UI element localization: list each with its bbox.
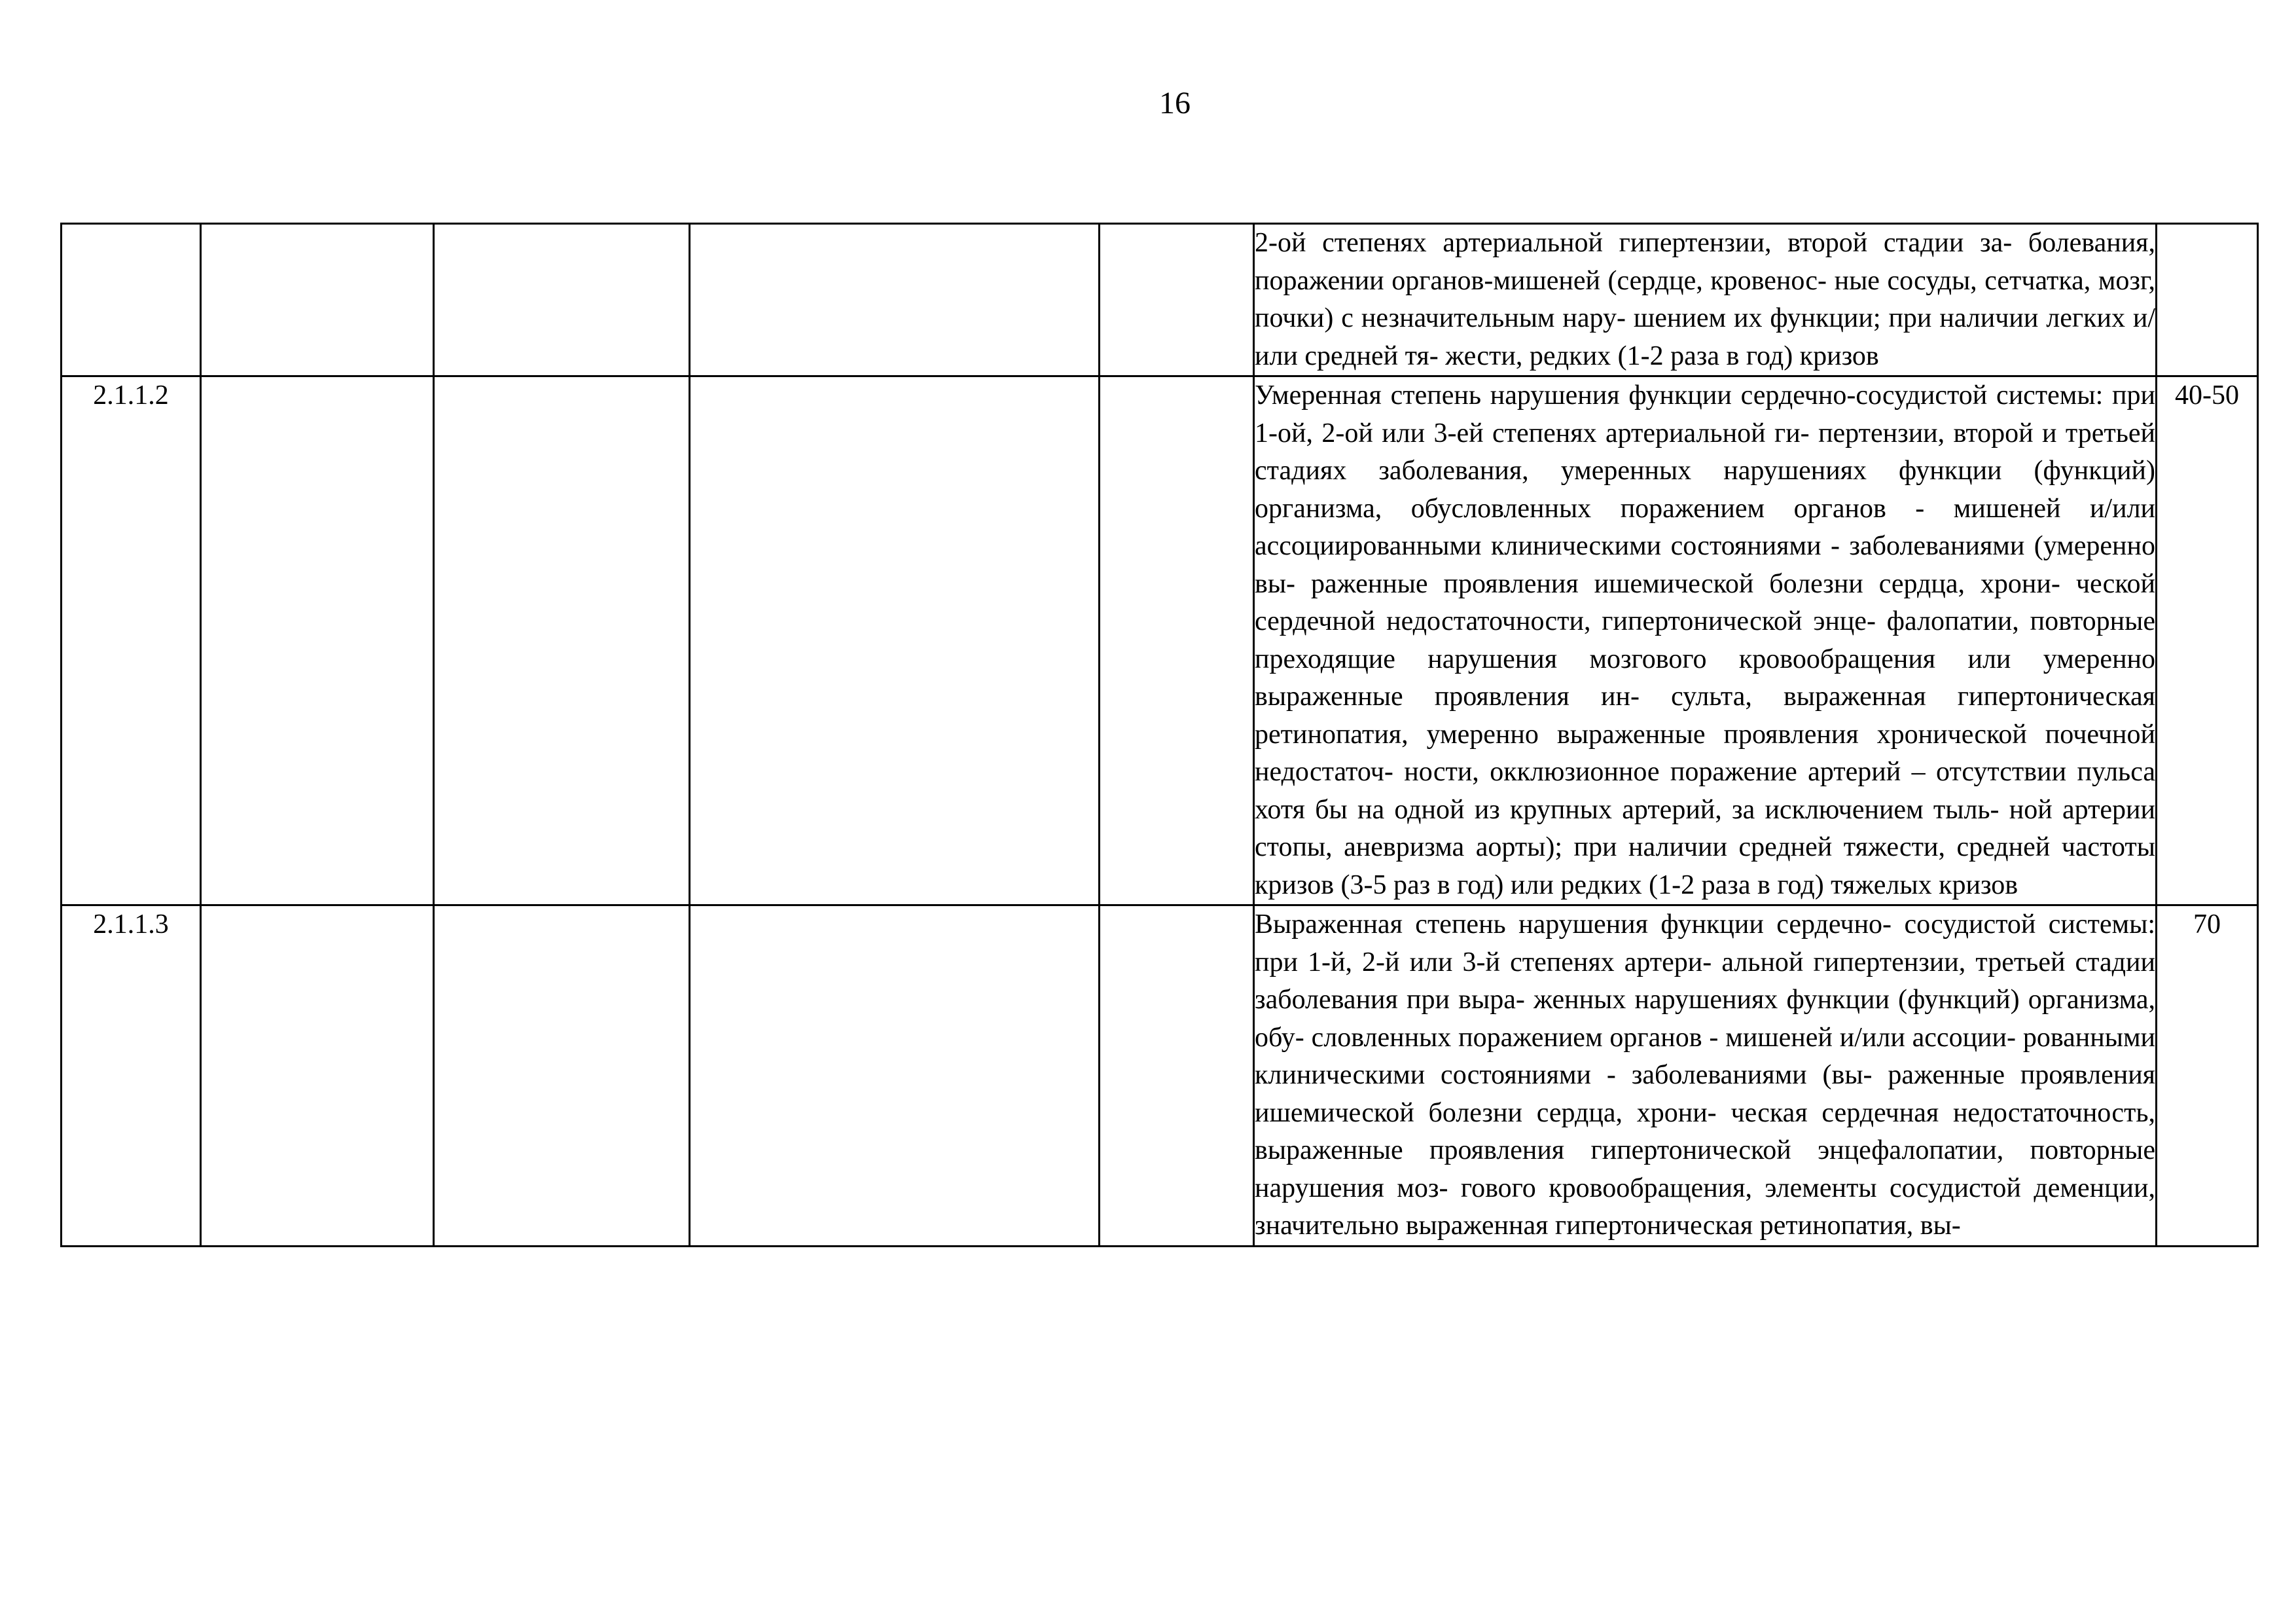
- description-line: Выраженная степень нарушения функции сердечно-: [1255, 909, 1892, 939]
- row-value-cell: 70: [2157, 905, 2258, 1247]
- description-line: (1-2 раза в год) тяжелых кризов: [1649, 869, 2018, 900]
- row-code-cell: 2.1.1.3: [62, 905, 201, 1247]
- empty-col-4-cell: [690, 905, 1100, 1247]
- description-line: женных нарушениях функции (функций) организма, обу-: [1255, 985, 2155, 1053]
- description-line: раженные проявления ишемической болезни сердца, хрони-: [1311, 568, 2060, 599]
- empty-col-3-cell: [434, 376, 690, 905]
- description-line: ческая сердечная недостаточность, выраженные проявления: [1255, 1097, 2155, 1165]
- description-line: ной артерии стопы, аневризма аорты); при наличии средней: [1255, 794, 2156, 862]
- empty-col-3-cell: [434, 224, 690, 376]
- description-line: болевания, поражении органов-мишеней (сердце, кровенос-: [1255, 228, 2155, 296]
- table-row: [62, 224, 2258, 376]
- description-line: ности, окклюзионное поражение артерий – отсутствии пульса: [1404, 757, 2156, 787]
- row-code-cell: [62, 224, 201, 376]
- description-line: ческой сердечной недостаточности, гипертонической энце-: [1255, 568, 2156, 636]
- row-value-cell: [2157, 224, 2258, 376]
- row-value-cell: 40-50: [2157, 376, 2258, 905]
- description-line: гипертонической энцефалопатии, повторные нарушения моз-: [1255, 1135, 2156, 1203]
- description-line: альной гипертензии, третьей стадии заболевания при выра-: [1255, 947, 2155, 1015]
- criteria-table: [60, 223, 2259, 1247]
- description-line: фалопатии, повторные преходящие нарушения мозгового: [1255, 606, 2156, 674]
- description-line: тяжести, средней частоты кризов (3-5 раз в год) или редких: [1255, 832, 2155, 900]
- description-line: сосудистой системы: при 1-й, 2-й или 3-й степенях артери-: [1255, 909, 2156, 977]
- description-line: кровообращения или умеренно выраженные проявления ин-: [1255, 644, 2156, 712]
- description-line: пертензии, второй и третьей стадиях заболевания, умеренных: [1255, 418, 2155, 486]
- empty-col-5-cell: [1100, 224, 1254, 376]
- description-line: поражением органов - мишеней и/или ассоциированными: [1255, 493, 2156, 561]
- description-line: клиническими состояниями - заболеваниями (умеренно вы-: [1255, 531, 2155, 599]
- empty-col-3-cell: [434, 905, 690, 1247]
- page-number: 16: [1159, 86, 1191, 120]
- description-line: ные сосуды, сетчатка, мозг, почки) с незначительным нару-: [1255, 265, 2156, 333]
- empty-col-4-cell: [690, 224, 1100, 376]
- description-line: системы: при 1-ой, 2-ой или 3-ей степенях артериальной ги-: [1255, 380, 2155, 448]
- empty-col-5-cell: [1100, 905, 1254, 1247]
- empty-col-2-cell: [201, 905, 434, 1247]
- description-line: шением их функции; при наличии легких и/или средней тя-: [1255, 303, 2156, 371]
- empty-col-2-cell: [201, 376, 434, 905]
- row-description-cell: [1254, 905, 2157, 1247]
- row-description-cell: [1254, 224, 2157, 376]
- empty-col-5-cell: [1100, 376, 1254, 905]
- description-line: нарушениях функции (функций) организма, обусловленных: [1255, 456, 2156, 524]
- row-code-cell: 2.1.1.2: [62, 376, 201, 905]
- table-row: [62, 376, 2258, 905]
- empty-col-2-cell: [201, 224, 434, 376]
- description-line: выраженные проявления хронической почечной недостаточ-: [1255, 719, 2155, 787]
- description-line: значительно выраженная гипертоническая ретинопатия, вы-: [1255, 1211, 1961, 1241]
- description-line: Умеренная степень нарушения функции сердечно-сосудистой: [1255, 380, 1988, 410]
- table-body: [62, 224, 2258, 1247]
- description-line: рованными клиническими состояниями - заболеваниями (вы-: [1255, 1022, 2156, 1090]
- row-description-cell: [1254, 376, 2157, 905]
- description-line: жести, редких (1-2 раза в год) кризов: [1445, 340, 1879, 371]
- description-line: 2-ой степенях артериальной гипертензии, второй стадии за-: [1255, 228, 2013, 258]
- description-line: словленных поражением органов - мишеней и/или ассоции-: [1311, 1022, 2016, 1053]
- table-row: [62, 905, 2258, 1247]
- description-line: гового кровообращения, элементы сосудистой деменции,: [1460, 1173, 2155, 1203]
- description-line: хотя бы на одной из крупных артерий, за исключением тыль-: [1255, 794, 2000, 825]
- empty-col-4-cell: [690, 376, 1100, 905]
- description-line: сульта, выраженная гипертоническая ретинопатия, умеренно: [1255, 682, 2156, 750]
- description-line: раженные проявления ишемической болезни сердца, хрони-: [1255, 1060, 2155, 1128]
